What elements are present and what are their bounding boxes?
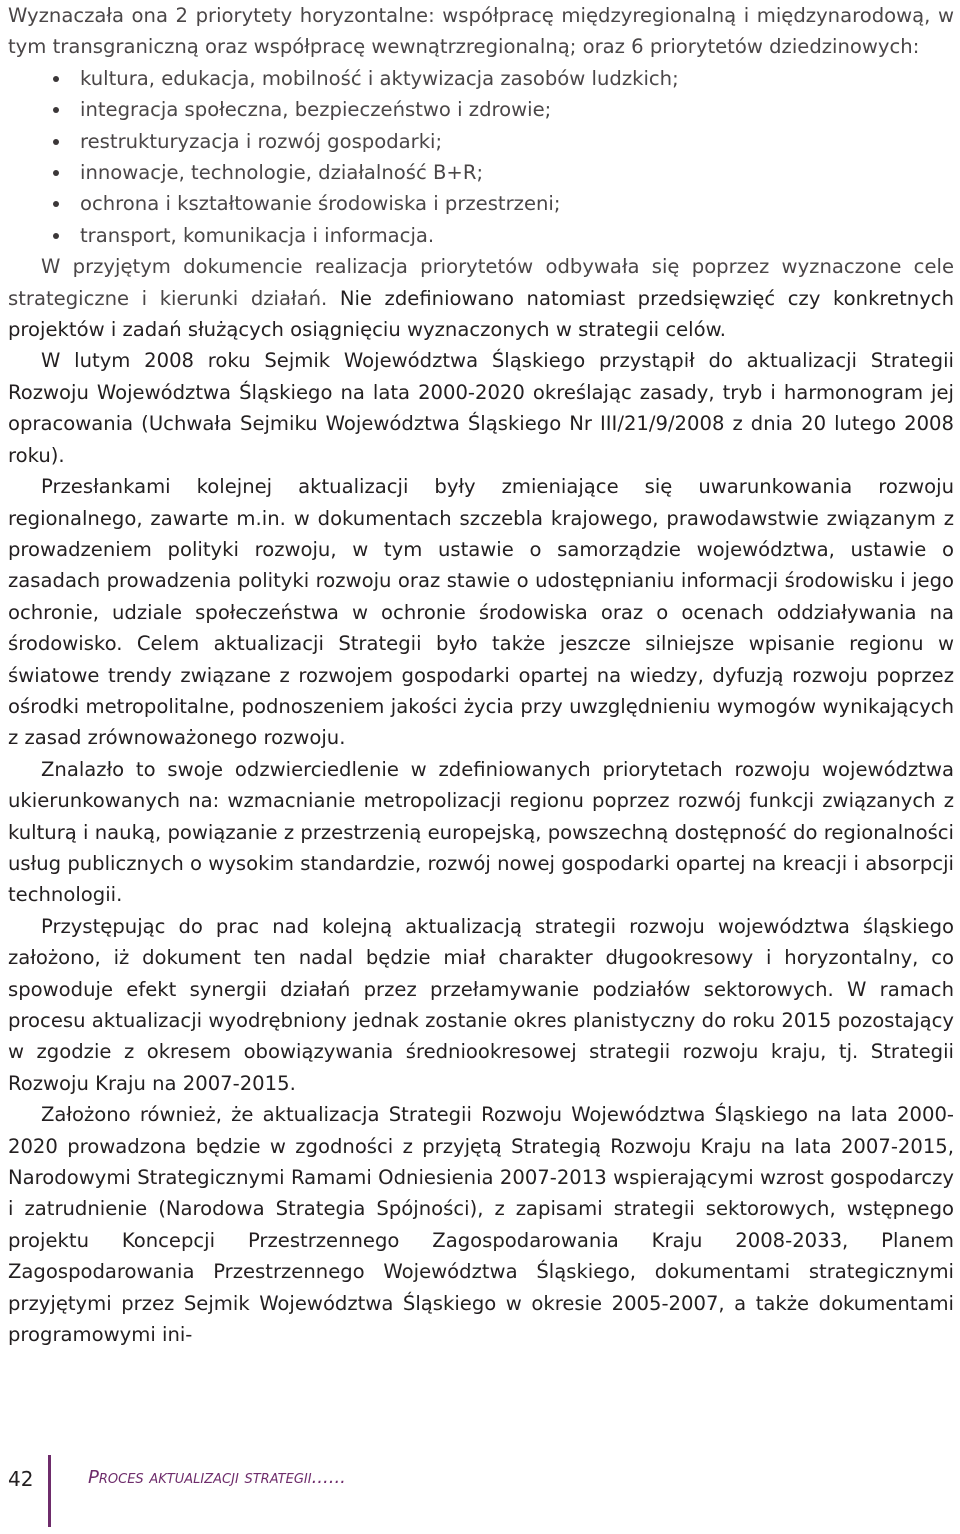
priority-list bbox=[8, 63, 954, 251]
list-item-text: transport, komunikacja i informacja. bbox=[80, 223, 435, 247]
document-body bbox=[8, 0, 954, 1350]
bullet-icon bbox=[53, 139, 59, 145]
list-item bbox=[8, 188, 954, 219]
paragraph-sentence: W przyjętym dokumencie realizacja priorytetów odbywała się poprzez wyznaczone cele strategiczne i kierunki działań. bbox=[8, 255, 954, 310]
list-item-text: integracja społeczna, bezpieczeństwo i zdrowie; bbox=[80, 98, 552, 122]
intro-paragraph: Wyznaczała ona 2 priorytety horyzontalne: współpracę międzyregionalną i międzynarodową, w tym transgraniczną oraz współpracę wewnątrzregionalną; oraz 6 priorytetów dziedzinowych: bbox=[8, 4, 954, 59]
bullet-icon bbox=[53, 76, 59, 82]
list-item-text: innowacje, technologie, działalność B+R; bbox=[80, 161, 484, 185]
paragraph-sentence: Nie zdefiniowano natomiast przedsięwzięć czy konkretnych projektów i zadań służących osiągnięciu wyznaczonych w strategii celów. bbox=[8, 286, 954, 342]
list-item bbox=[8, 94, 954, 125]
list-item-text: restrukturyzacja i rozwój gospodarki; bbox=[80, 129, 443, 153]
page-number: 42 bbox=[8, 1467, 34, 1491]
bullet-icon bbox=[53, 201, 59, 207]
list-item bbox=[8, 220, 954, 251]
paragraph: Znalazło to swoje odzwierciedlenie w zdefiniowanych priorytetach rozwoju województwa ukierunkowanych na: wzmacnianie metropolizacji regionu poprzez rozwój funkcji związanych z kulturą i nauką, powiązanie z przestrzenią europejską, powszechną dostępność do regionalności usług publicznych o wysokim standardzie, rozwój nowej gospodarki opartej na kreacji i absorpcji technologii. bbox=[8, 757, 954, 907]
bullet-icon bbox=[53, 170, 59, 176]
list-item bbox=[8, 157, 954, 188]
paragraph: Założono również, że aktualizacja Strategii Rozwoju Województwa Śląskiego na lata 2000-2020 prowadzona będzie w zgodności z przyjętą Strategią Rozwoju Kraju na lata 2007-2015, Narodowymi Strategicznymi Ramami Odniesienia 2007-2013 wspierającymi wzrost gospodarczy i zatrudnienie (Narodowa Strategia Spójności), z zapisami strategii sektorowych, wstępnego projektu Koncepcji Przestrzennego Zagospodarowania Kraju 2008-2033, Planem Zagospodarowania Przestrzennego Województwa Śląskiego, dokumentami strategicznymi przyjętymi przez Sejmik Województwa Śląskiego w okresie 2005-2007, a także dokumentami programowymi ini- bbox=[8, 1103, 954, 1347]
footer-divider bbox=[48, 1455, 51, 1527]
paragraph: W lutym 2008 roku Sejmik Województwa Śląskiego przystąpił do aktualizacji Strategii Rozwoju Województwa Śląskiego na lata 2000-2020 określając zasady, tryb i harmonogram jej opracowania (Uchwała Sejmiku Województwa Śląskiego Nr III/21/9/2008 z dnia 20 lutego 2008 roku). bbox=[8, 349, 954, 467]
paragraph: Przesłankami kolejnej aktualizacji były zmieniające się uwarunkowania rozwoju regionalnego, zawarte m.in. w dokumentach szczebla krajowego, prawodawstwie związanym z prowadzeniem polityki rozwoju, w tym ustawie o samorządzie województwa, ustawie o zasadach prowadzenia polityki rozwoju oraz stawie o udostępnianiu informacji środowisku i jego ochronie, udziale społeczeństwa w ochronie środowiska oraz o ocenach oddziaływania na środowisko. Celem aktualizacji Strategii było także jeszcze silniejsze wpisanie regionu w światowe trendy związane z rozwojem gospodarki opartej na wiedzy, dyfuzją rozwoju poprzez ośrodki metropolitalne, podnoszeniem jakości życia przy uwzględnieniu wymogów wynikających z zasad zrównoważonego rozwoju. bbox=[8, 475, 954, 750]
list-item-text: ochrona i kształtowanie środowiska i przestrzeni; bbox=[80, 192, 561, 216]
paragraph: Przystępując do prac nad kolejną aktualizacją strategii rozwoju województwa śląskiego założono, iż dokument ten nadal będzie miał charakter długookresowy i horyzontalny, co spowoduje efekt synergii działań przez przełamywanie podziałów sektorowych. W ramach procesu aktualizacji wyodrębniony jednak zostanie okres planistyczny do roku 2015 pozostający w zgodzie z okresem obowiązywania średniookresowej strategii rozwoju kraju, tj. Strategii Rozwoju Kraju na 2007-2015. bbox=[8, 914, 954, 1095]
list-item-text: kultura, edukacja, mobilność i aktywizacja zasobów ludzkich; bbox=[80, 66, 679, 90]
paragraph bbox=[8, 251, 954, 345]
bullet-icon bbox=[53, 107, 59, 113]
list-item bbox=[8, 63, 954, 94]
bullet-icon bbox=[53, 233, 59, 239]
running-title: Proces aktualizacji strategii...... bbox=[88, 1467, 346, 1488]
page-footer bbox=[0, 1455, 960, 1534]
list-item bbox=[8, 126, 954, 157]
